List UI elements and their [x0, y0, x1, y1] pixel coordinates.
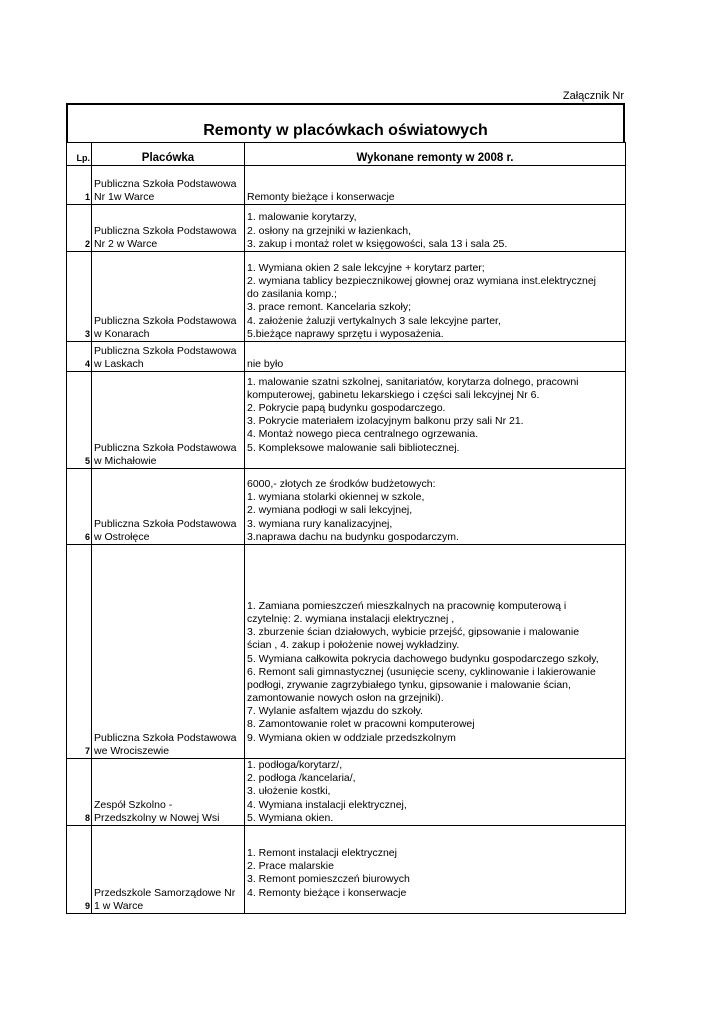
- table-row: [67, 166, 626, 205]
- works-line: 1. Remont instalacji elektrycznej: [247, 847, 397, 859]
- table-row: [67, 469, 626, 545]
- row-number: 2: [67, 205, 92, 252]
- header-institution: Placówka: [92, 143, 245, 166]
- row-number: 4: [67, 342, 92, 372]
- works-line: 5. Wymiana okien.: [247, 811, 334, 824]
- renovations-table: [66, 142, 626, 914]
- works-line: [247, 455, 623, 468]
- works-line: 2. Prace malarskie: [247, 860, 334, 873]
- works-line: 1. podłoga/korytarz/,: [247, 759, 343, 771]
- row-number: 9: [67, 825, 92, 913]
- table-row: [67, 759, 626, 826]
- works-line: 9. Wymiana okien w oddziale przedszkolnym: [247, 731, 456, 744]
- works-line: 2. wymiana tablicy bezpiecznikowej głownej oraz wymiana inst.elektrycznej: [247, 275, 596, 288]
- works-cell: [245, 372, 626, 469]
- works-line: 1. wymiana stolarki okiennej w szkole,: [247, 491, 425, 504]
- works-line: 4. założenie żaluzji vertykalnych 3 sale lekcyjne parter,: [247, 314, 501, 327]
- table-row: [67, 825, 626, 913]
- works-line: 4. Remonty bieżące i konserwacje: [247, 886, 407, 899]
- works-line: 5. Kompleksowe malowanie sali bibliotecznej.: [247, 441, 460, 454]
- works-line: 3. zburzenie ścian działowych, wybicie przejść, gipsowanie i malowanie: [247, 626, 580, 639]
- works-line: 1. malowanie szatni szkolnej, sanitariatów, korytarza dolnego, pracowni: [247, 375, 579, 388]
- works-line: 6000,- złotych ze środków budżetowych:: [247, 478, 436, 491]
- institution-name: Przedszkole Samorządowe Nr 1 w Warce: [92, 825, 245, 913]
- works-line: 5.bieżące naprawy sprzętu i wyposażenia.: [247, 327, 444, 340]
- institution-name: Zespół Szkolno - Przedszkolny w Nowej Wsi: [92, 759, 245, 826]
- works-line: 3. zakup i montaż rolet w księgowości, sala 13 i sala 25.: [247, 237, 508, 250]
- works-line: 2. wymiana podłogi w sali lekcyjnej,: [247, 504, 413, 517]
- works-line: 4. Montaż nowego pieca centralnego ogrzewania.: [247, 428, 479, 441]
- works-line: 7. Wylanie asfaltem wjazdu do szkoły.: [247, 705, 423, 718]
- works-cell: [245, 825, 626, 913]
- works-cell: [245, 205, 626, 252]
- institution-name: Publiczna Szkoła Podstawowa w Laskach: [92, 342, 245, 372]
- table-row: [67, 342, 626, 372]
- institution-name: Publiczna Szkoła Podstawowa w Konarach: [92, 252, 245, 342]
- works-line: 1. malowanie korytarzy,: [247, 211, 357, 224]
- works-cell: [245, 469, 626, 545]
- works-line: 6. Remont sali gimnastycznej (usunięcie sceny, cyklinowanie i lakierowanie: [247, 665, 596, 678]
- works-line: czytelnię: 2. wymiana instalacji elektrycznej ,: [247, 612, 455, 625]
- works-line: 2. osłony na grzejniki w łazienkach,: [247, 224, 412, 237]
- institution-name: Publiczna Szkoła Podstawowa Nr 2 w Warce: [92, 205, 245, 252]
- institution-name: Publiczna Szkoła Podstawowa w Ostrołęce: [92, 469, 245, 545]
- page-title: Remonty w placówkach oświatowych: [203, 122, 488, 139]
- works-line: 3.naprawa dachu na budynku gospodarczym.: [247, 530, 459, 543]
- works-cell: [245, 759, 626, 826]
- works-line: 2. Pokrycie papą budynku gospodarczego.: [247, 402, 446, 415]
- table-header-row: [67, 143, 626, 166]
- works-cell: [245, 545, 626, 759]
- works-line: 1. Wymiana okien 2 sale lekcyjne + korytarz parter;: [247, 261, 485, 274]
- row-number: 6: [67, 469, 92, 545]
- works-line: 3. Pokrycie materiałem izolacyjnym balkonu przy sali Nr 21.: [247, 415, 524, 428]
- table-row: [67, 372, 626, 469]
- institution-name: Publiczna Szkoła Podstawowa we Wrociszewie: [92, 545, 245, 759]
- works-line: 1. Zamiana pomieszczeń mieszkalnych na pracownię komputerową i: [247, 599, 567, 612]
- table-row: [67, 545, 626, 759]
- works-line: 8. Zamontowanie rolet w pracowni komputerowej: [247, 718, 475, 731]
- works-cell: [245, 166, 626, 205]
- row-number: 7: [67, 545, 92, 759]
- works-cell: [245, 342, 626, 372]
- header-works: Wykonane remonty w 2008 r.: [245, 143, 626, 166]
- works-line: 3. prace remont. Kancelaria szkoły;: [247, 301, 411, 314]
- works-line: Remonty bieżące i konserwacje: [247, 190, 395, 203]
- works-line: zamontowanie nowych osłon na grzejniki).: [247, 692, 444, 705]
- institution-name: Publiczna Szkoła Podstawowa w Michałowie: [92, 372, 245, 469]
- works-line: 5. Wymiana całkowita pokrycia dachowego budynku gospodarczego szkoły,: [247, 652, 599, 665]
- table-row: [67, 205, 626, 252]
- row-number: 5: [67, 372, 92, 469]
- title-box: [66, 103, 625, 142]
- works-line: [247, 745, 623, 758]
- institution-name: Publiczna Szkoła Podstawowa Nr 1w Warce: [92, 166, 245, 205]
- row-number: 1: [67, 166, 92, 205]
- works-line: [247, 900, 623, 913]
- works-line: 3. wymiana rury kanalizacyjnej,: [247, 517, 393, 530]
- works-line: 2. podłoga /kancelaria/,: [247, 772, 356, 785]
- works-line: 3. ułożenie kostki,: [247, 785, 331, 798]
- works-line: 4. Wymiana instalacji elektrycznej,: [247, 798, 407, 811]
- attachment-label: Załącznik Nr: [562, 90, 624, 102]
- works-cell: [245, 252, 626, 342]
- works-line: ścian , 4. zakup i położenie nowej wykładziny.: [247, 639, 460, 652]
- works-line: 3. Remont pomieszczeń biurowych: [247, 873, 410, 886]
- works-line: komputerowej, gabinetu lekarskiego i części sali lekcyjnej Nr 6.: [247, 388, 540, 401]
- works-line: podłogi, zrywanie zagrzybiałego tynku, gipsowanie i malowanie ścian,: [247, 678, 571, 691]
- table-row: [67, 252, 626, 342]
- works-line: nie było: [247, 357, 284, 370]
- row-number: 3: [67, 252, 92, 342]
- works-line: do zasilania komp.;: [247, 288, 337, 301]
- row-number: 8: [67, 759, 92, 826]
- header-lp: Lp.: [67, 143, 92, 166]
